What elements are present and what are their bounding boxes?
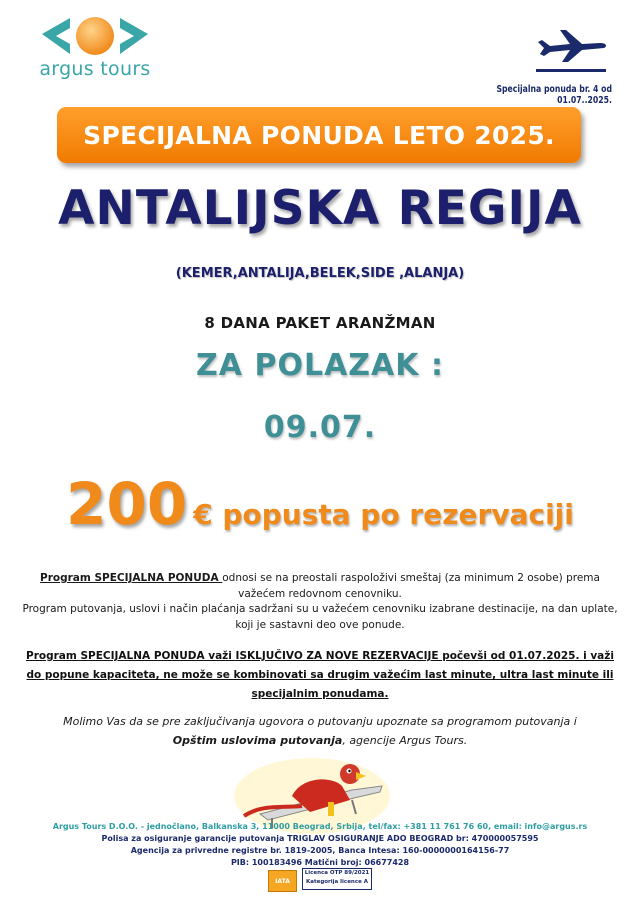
iata-badge xyxy=(268,870,297,892)
license-badge xyxy=(302,868,372,890)
footer-registry: Agencija za privredne registre br. 1819-2005, Banca Intesa: 160-0000000164156-77 xyxy=(130,846,510,855)
footer-address: Argus Tours D.O.O. - jednočlano, Balkanska 3, 11000 Beograd, Srbija, tel/fax: +381 11 761 76 60, email: info@argus.rs xyxy=(52,822,588,831)
footer-tax-id: PIB: 100183496 Matični broj: 06677428 xyxy=(230,858,410,867)
offer-terms-line3: Program putovanja, uslovi i način plaćanja sadržani su u važećem cenovniku izabrane destinacije, na dan uplate, xyxy=(22,603,618,615)
departure-label: ZA POLAZAK : xyxy=(196,348,444,383)
destination-subtitle: (KEMER,ANTALIJA,BELEK,SIDE ,ALANJA) xyxy=(175,266,465,281)
validity-line1: Program SPECIJALNA PONUDA važi ISKLJUČIVO ZA NOVE REZERVACIJE počevši od 01.07.2025. i važi xyxy=(26,650,614,662)
logo-text: argus tours xyxy=(39,58,151,80)
airplane-icon xyxy=(532,28,610,74)
destination-title: ANTALIJSKA REGIJA xyxy=(58,181,582,236)
argus-eye-logo-icon xyxy=(30,14,160,60)
notice-paragraph xyxy=(20,712,620,750)
offer-terms-line1: odnosi se na preostali raspoloživi smeštaj (za minimum 2 osobe) prema xyxy=(222,572,600,584)
offer-terms-paragraph xyxy=(20,571,620,633)
argus-tours-logo xyxy=(30,14,160,84)
license-line1: Licenca OTP 89/2021 xyxy=(304,870,370,876)
offer-terms-line4: koji je sastavni deo ove ponude. xyxy=(235,618,405,631)
discount-amount: 200 xyxy=(66,470,188,538)
offer-terms-line2: važećem redovnom cenovniku. xyxy=(238,587,402,600)
validity-line3: specijalnim ponudama. xyxy=(251,688,389,700)
notice-line1: Molimo Vas da se pre zaključivanja ugovora o putovanju upoznate sa programom putovanja i xyxy=(63,715,577,728)
offer-reference: Specijalna ponuda br. 4 od 01.07..2025. xyxy=(496,84,612,106)
offer-terms-lead: Program SPECIJALNA PONUDA xyxy=(40,572,223,584)
package-duration: 8 DANA PAKET ARANŽMAN xyxy=(204,314,436,332)
company-footer xyxy=(20,821,620,869)
validity-paragraph xyxy=(20,647,620,704)
notice-tail: , agencije Argus Tours. xyxy=(342,734,468,747)
validity-line2: do popune kapaciteta, ne može se kombinovati sa drugim važećim last minute, ultra last minute ili xyxy=(26,669,614,681)
discount-row xyxy=(0,470,640,538)
offer-banner: SPECIJALNA PONUDA LETO 2025. xyxy=(57,107,581,163)
iata-text: IATA xyxy=(275,877,290,885)
departure-date: 09.07. xyxy=(263,410,377,445)
discount-text: € popusta po rezervaciji xyxy=(193,498,574,531)
general-terms-text: Opštim uslovima putovanja xyxy=(172,734,343,747)
license-line2: Kategorija licence A xyxy=(306,879,368,885)
footer-insurance: Polisa za osiguranje garancije putovanja TRIGLAV OSIGURANJE ADO BEOGRAD br: 470000057595 xyxy=(101,834,539,843)
